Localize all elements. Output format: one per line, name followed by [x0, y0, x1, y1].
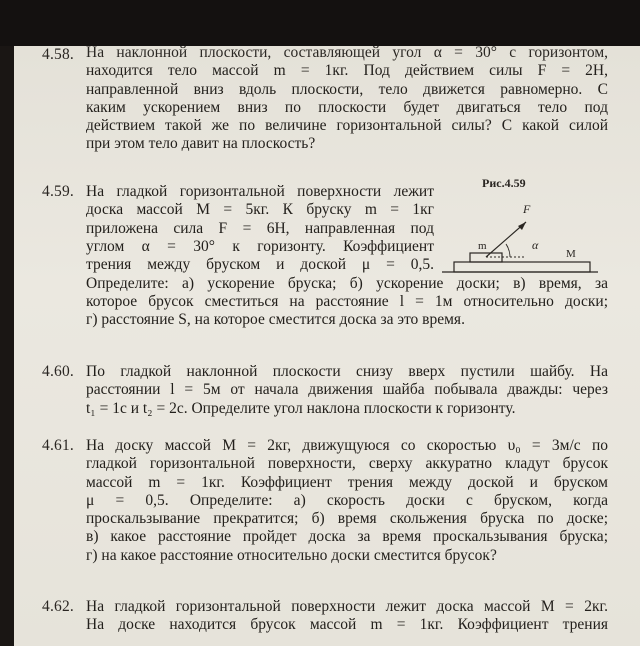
problem-line: доска массой M = 5кг. К бруску m = 1кг: [86, 201, 434, 219]
problem-number: 4.60.: [42, 363, 74, 380]
problem-line: На наклонной плоскости, составляющей угол α = 30° с горизонтом,: [86, 46, 608, 61]
problem-line: направленной вниз вдоль плоскости, тело движется равномерно. С: [86, 80, 608, 98]
force-arrowhead: [518, 222, 526, 230]
problem-line: На доску массой M = 2кг, движущуюся со скоростью υ₀ = 3м/с по: [86, 437, 608, 454]
problem-line: трения между бруском и доской μ = 0,5.: [86, 256, 434, 274]
problem-line: г) на какое расстояние относительно доски сместится брусок?: [86, 546, 497, 564]
problem-line: На гладкой горизонтальной поверхности лежит доска массой M = 2кг.: [86, 598, 608, 615]
problem-line: t₁ = 1с и t₂ = 2с. Определите угол наклона плоскости к горизонту.: [86, 399, 516, 417]
problem-line: действием такой же по величине горизонтальной силы? С какой силой: [86, 117, 608, 135]
problem-line: гладкой горизонтальной поверхности, сверху аккуратно кладут брусок: [86, 455, 608, 473]
problem-line: На гладкой горизонтальной поверхности лежит: [86, 183, 434, 200]
problem-line: г) расстояние S, на которое сместится доска за это время.: [86, 311, 465, 329]
problem-line: расстоянии l = 5м от начала движения шайба побывала дважды: через: [86, 381, 608, 399]
block-m: [470, 253, 502, 262]
problem-number: 4.62.: [42, 598, 74, 615]
small-mass-label: m: [478, 240, 487, 252]
problem-number: 4.61.: [42, 437, 74, 454]
problem-line: углом α = 30° к горизонту. Коэффициент: [86, 237, 434, 255]
problem-line: в) какое расстояние пройдет доска за время проскальзывания бруска;: [86, 528, 608, 546]
figure-diagram: [440, 176, 610, 276]
problem-line: приложена сила F = 6Н, направленная под: [86, 219, 434, 237]
angle-label: α: [532, 238, 539, 252]
problem-line: На доске находится брусок массой m = 1кг. Коэффициент трения: [86, 616, 608, 634]
force-label: F⃗: [523, 202, 540, 216]
big-mass-label: M: [566, 248, 576, 260]
problem-line: По гладкой наклонной плоскости снизу вверх пустили шайбу. На: [86, 363, 608, 380]
problem-number: 4.59.: [42, 183, 74, 200]
board-M: [454, 262, 590, 272]
textbook-page: [14, 46, 640, 646]
problem-line: массой m = 1кг. Коэффициент трения между доской и бруском: [86, 473, 608, 491]
photo-dark-background: [0, 0, 640, 46]
angle-arc: [506, 244, 510, 257]
problem-line: μ = 0,5. Определите: а) скорость доски с бруском, когда: [86, 491, 608, 509]
problem-line: Определите: а) ускорение бруска; б) ускорение доски; в) время, за: [86, 274, 608, 292]
figure-caption: Рис.4.59: [482, 176, 526, 190]
problem-number: 4.58.: [42, 46, 74, 63]
problem-line: проскальзывание прекратится; б) время скольжения бруска по доске;: [86, 510, 608, 528]
problem-line: каким ускорением вниз по плоскости будет двигаться тело под: [86, 98, 608, 116]
problem-line: находится тело массой m = 1кг. Под действием силы F = 2Н,: [86, 62, 608, 80]
problem-line: которое брусок сместиться на расстояние l = 1м относительно доски;: [86, 292, 608, 310]
problem-line: при этом тело давит на плоскость?: [86, 135, 316, 153]
figure-4-59: [440, 176, 610, 276]
